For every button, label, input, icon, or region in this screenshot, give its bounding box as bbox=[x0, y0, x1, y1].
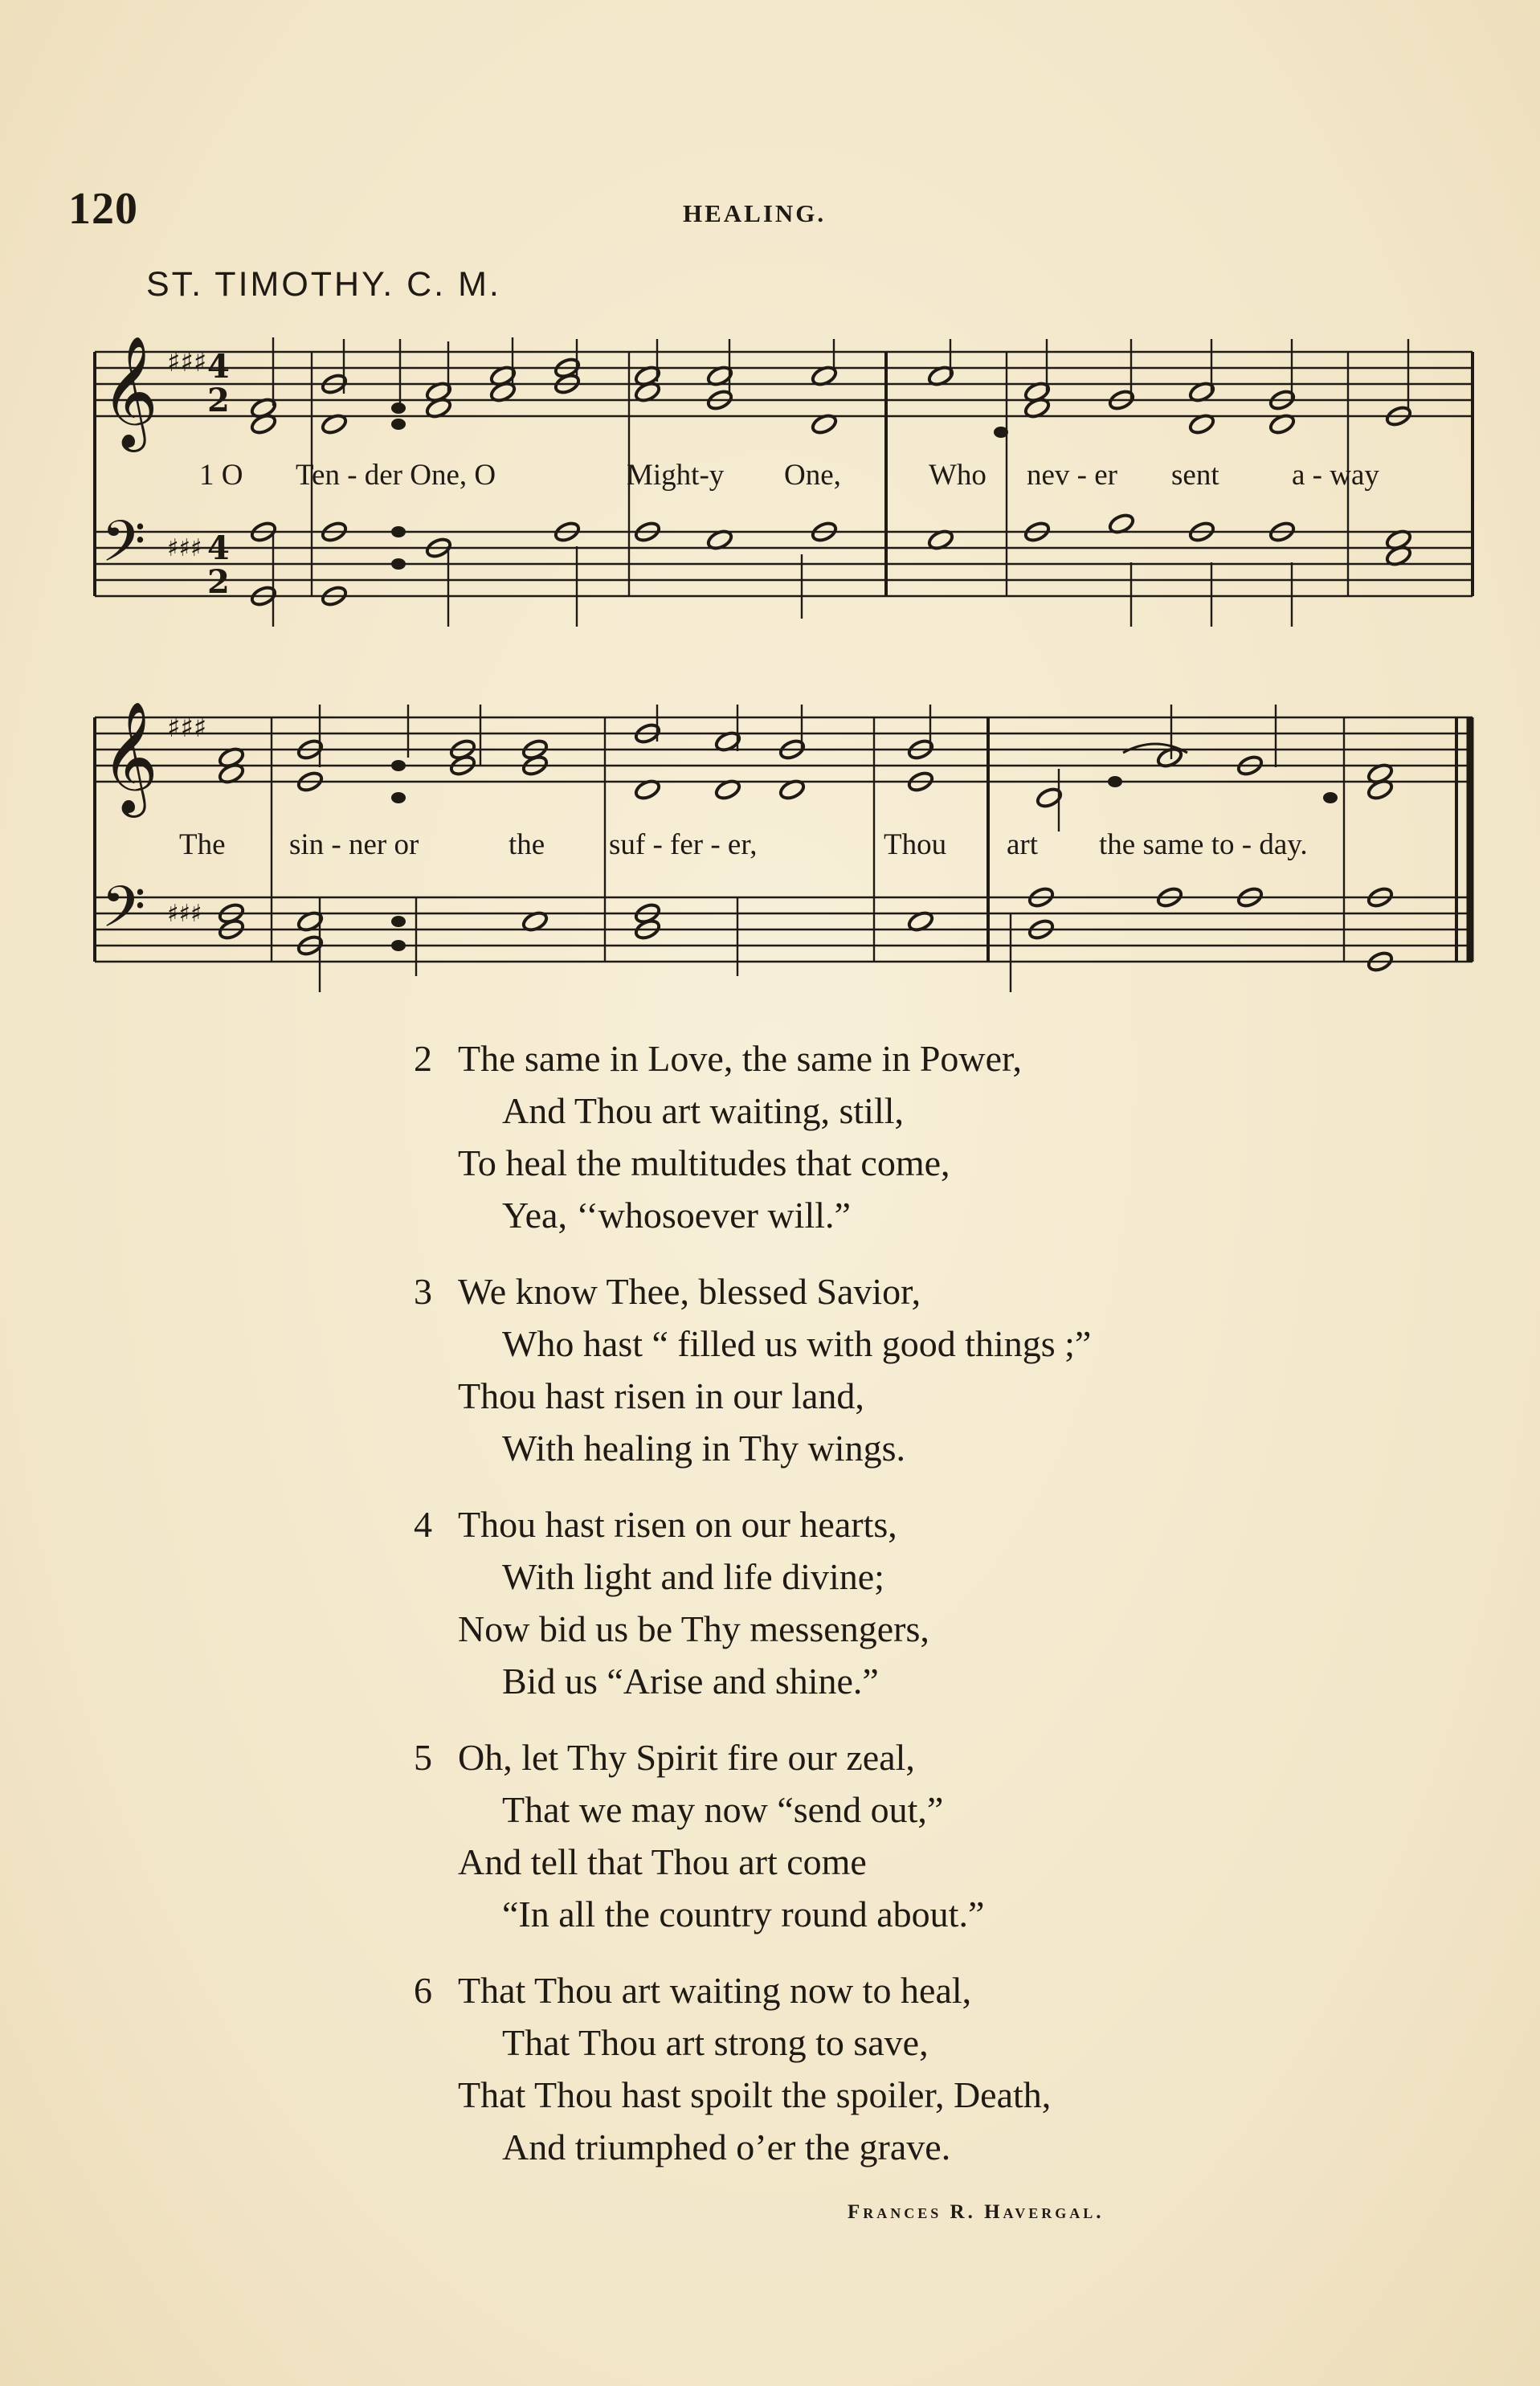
verse-line: Now bid us be Thy messengers, bbox=[458, 1608, 929, 1649]
verse-line: That Thou art strong to save, bbox=[502, 2022, 929, 2063]
verse-number: 3 bbox=[414, 1271, 432, 1312]
lyric: sin - ner or bbox=[289, 828, 419, 861]
verse-line: To heal the multitudes that come, bbox=[458, 1142, 950, 1183]
svg-text:4: 4 bbox=[207, 529, 230, 567]
svg-text:𝄞: 𝄞 bbox=[101, 701, 158, 813]
verses bbox=[410, 1032, 1414, 2197]
svg-text:♯♯♯: ♯♯♯ bbox=[167, 900, 202, 928]
section-title: HEALING. bbox=[683, 199, 827, 227]
lyric: 1 O bbox=[199, 459, 243, 492]
svg-text:2: 2 bbox=[207, 382, 230, 419]
verse-line: And Thou art waiting, still, bbox=[502, 1090, 905, 1131]
music-system-1 bbox=[63, 321, 1477, 659]
verse-line: Yea, ‘‘whosoever will.” bbox=[502, 1195, 851, 1236]
svg-text:𝄞: 𝄞 bbox=[101, 336, 158, 447]
music-system-2 bbox=[63, 687, 1477, 1008]
verse-line: With healing in Thy wings. bbox=[502, 1428, 905, 1469]
verse-line: That we may now “send out,” bbox=[502, 1789, 944, 1830]
svg-text:2: 2 bbox=[207, 563, 230, 601]
svg-text:♯♯♯: ♯♯♯ bbox=[167, 712, 207, 744]
page-header bbox=[68, 183, 1506, 239]
lyric: The bbox=[179, 828, 226, 861]
page-number: 120 bbox=[68, 184, 138, 234]
verse-number: 4 bbox=[414, 1504, 432, 1545]
lyric: sent bbox=[1171, 459, 1219, 492]
verse-number: 5 bbox=[414, 1737, 432, 1778]
lyric: suf - fer - er, bbox=[609, 828, 758, 861]
lyric: Thou bbox=[884, 828, 947, 861]
lyric: nev - er bbox=[1027, 459, 1117, 492]
verse-line: That Thou hast spoilt the spoiler, Death, bbox=[458, 2074, 1052, 2115]
stanza bbox=[410, 1498, 1414, 1707]
svg-text:♯♯♯: ♯♯♯ bbox=[167, 346, 207, 378]
stanza bbox=[410, 1032, 1414, 1241]
svg-text:𝄢: 𝄢 bbox=[101, 874, 146, 954]
lyric: art bbox=[1007, 828, 1039, 861]
verse-line: 3 We know Thee, blessed Savior, bbox=[410, 1265, 1414, 1318]
verse-line: Who hast “ filled us with good things ;” bbox=[502, 1323, 1092, 1364]
verse-line: 5 Oh, let Thy Spirit fire our zeal, bbox=[410, 1731, 1414, 1783]
verse-line: 4 Thou hast risen on our hearts, bbox=[410, 1498, 1414, 1550]
svg-text:♯♯♯: ♯♯♯ bbox=[167, 534, 202, 562]
svg-text:4: 4 bbox=[207, 348, 230, 386]
lyric: Might-y bbox=[627, 459, 725, 492]
stanza bbox=[410, 1265, 1414, 1474]
lyric: a - way bbox=[1292, 459, 1379, 492]
lyric: the bbox=[509, 828, 545, 861]
verse-line: With light and life divine; bbox=[502, 1556, 884, 1597]
stanza bbox=[410, 1731, 1414, 1940]
verse-line: And triumphed o’er the grave. bbox=[502, 2127, 951, 2167]
lyric: Who bbox=[929, 459, 986, 492]
verse-line: And tell that Thou art come bbox=[458, 1841, 867, 1882]
verse-number: 2 bbox=[414, 1038, 432, 1079]
verse-line: Bid us “Arise and shine.” bbox=[502, 1661, 879, 1702]
tune-title: ST. TIMOTHY. C. M. bbox=[146, 265, 501, 304]
verse-line: 6 That Thou art waiting now to heal, bbox=[410, 1964, 1414, 2016]
stanza bbox=[410, 1964, 1414, 2173]
score-notation-1 bbox=[63, 321, 1477, 659]
lyric: One, bbox=[784, 459, 841, 492]
verse-line: “In all the country round about.” bbox=[502, 1894, 985, 1935]
verse-line: Thou hast risen in our land, bbox=[458, 1375, 864, 1416]
verse-line: 2 The same in Love, the same in Power, bbox=[410, 1032, 1414, 1085]
svg-text:𝄢: 𝄢 bbox=[101, 509, 146, 589]
verse-number: 6 bbox=[414, 1970, 432, 2011]
lyric: Ten - der One, O bbox=[296, 459, 496, 492]
lyric: the same to - day. bbox=[1099, 828, 1308, 861]
author-credit: Frances R. Havergal. bbox=[848, 2201, 1105, 2223]
